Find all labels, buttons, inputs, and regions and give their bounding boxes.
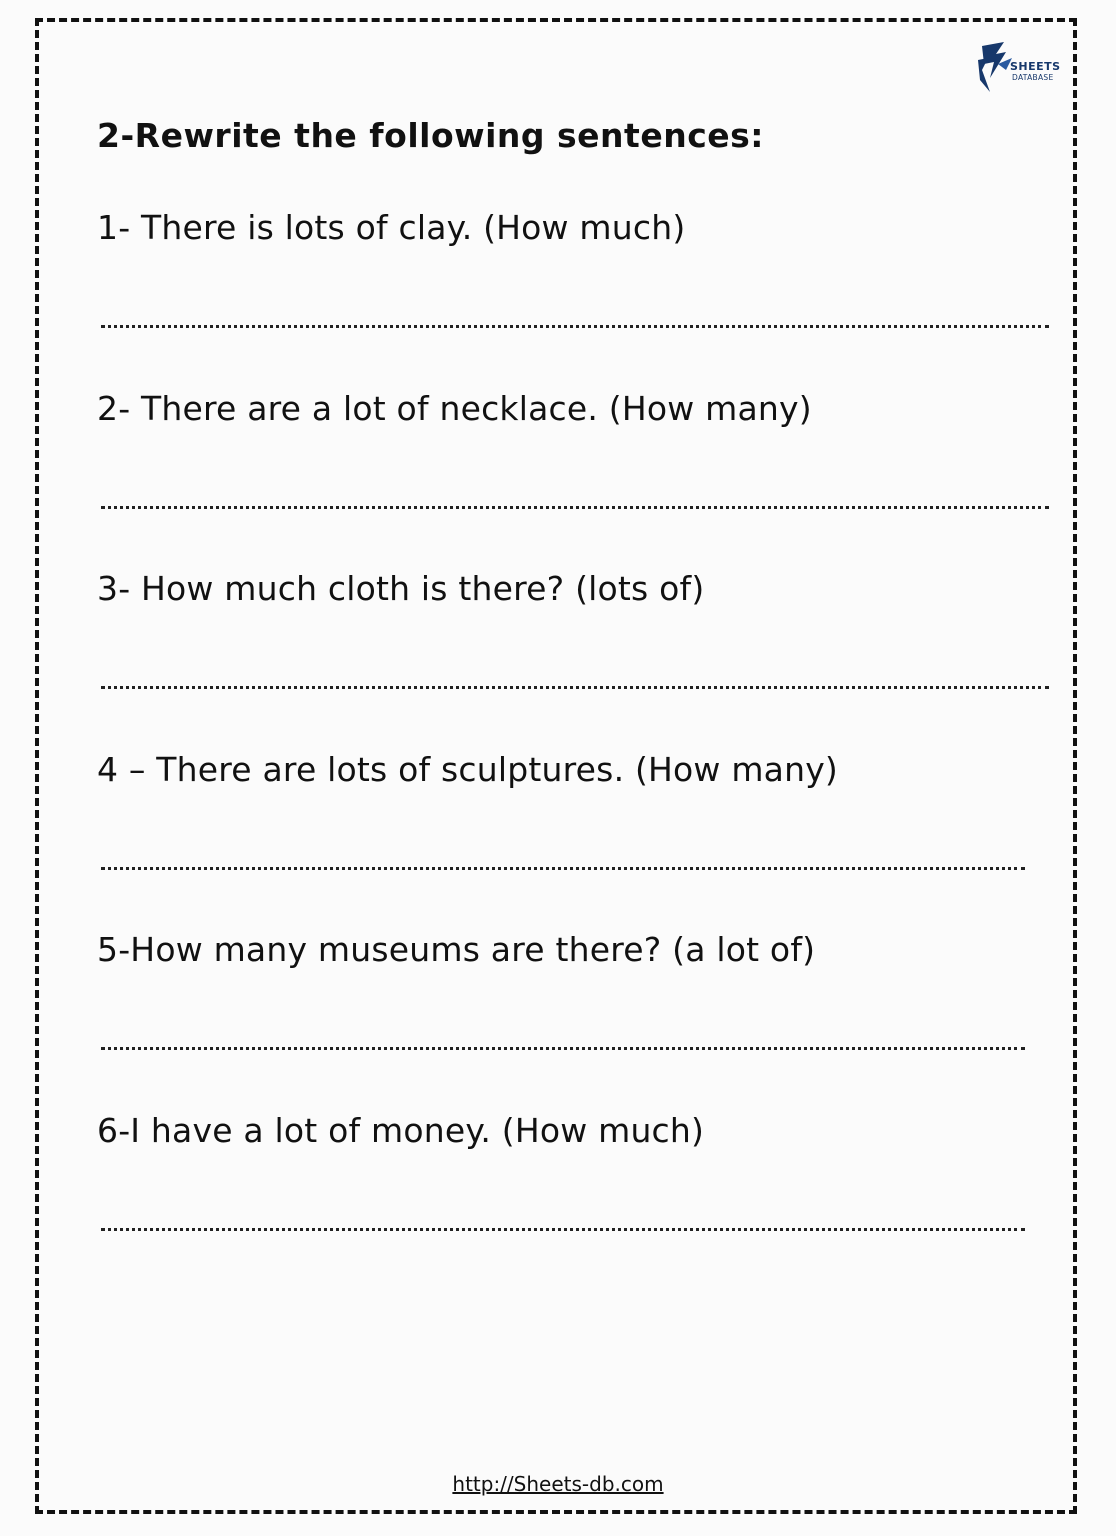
question-4: 4 – There are lots of sculptures. (How many) xyxy=(97,750,839,789)
worksheet-heading: 2-Rewrite the following sentences: xyxy=(97,116,764,155)
question-2: 2- There are a lot of necklace. (How many) xyxy=(97,389,812,428)
answer-line-2[interactable] xyxy=(101,506,1049,509)
logo-text-database: DATABASE xyxy=(1012,73,1054,82)
answer-line-6[interactable] xyxy=(101,1228,1025,1231)
question-3: 3- How much cloth is there? (lots of) xyxy=(97,569,705,608)
question-6: 6-I have a lot of money. (How much) xyxy=(97,1111,705,1150)
answer-line-4[interactable] xyxy=(101,867,1025,870)
logo-text-sheets: SHEETS xyxy=(1010,60,1061,73)
question-5: 5-How many museums are there? (a lot of) xyxy=(97,930,816,969)
answer-line-1[interactable] xyxy=(101,325,1049,328)
answer-line-3[interactable] xyxy=(101,686,1049,689)
footer-link[interactable]: http://Sheets-db.com xyxy=(452,1472,664,1496)
question-1: 1- There is lots of clay. (How much) xyxy=(97,208,686,247)
sheets-database-logo xyxy=(976,40,1066,96)
answer-line-5[interactable] xyxy=(101,1047,1025,1050)
